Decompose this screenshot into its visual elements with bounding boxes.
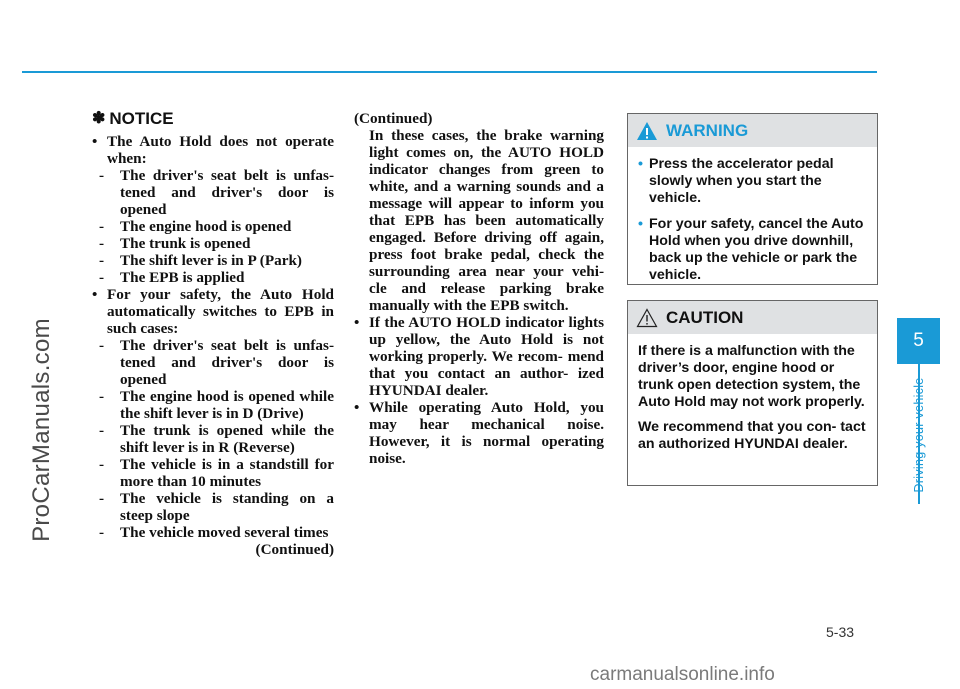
notice-bullet-3-text: If the AUTO HOLD indicator lights up yellow, the Auto Hold is not working properly. We recom- mend that you contact an author- ized HYUNDAI dealer.: [369, 314, 604, 399]
bullet-icon: •: [92, 286, 98, 303]
warning-item: [638, 216, 869, 284]
warning-body: [628, 147, 877, 284]
list2-item: [99, 456, 334, 490]
list2-item-text: The driver's seat belt is unfas- tened and driver's door is opened: [120, 337, 334, 388]
top-rule: [22, 71, 877, 73]
chapter-tab: [897, 318, 940, 364]
dash-marker: -: [99, 167, 105, 184]
notice-column-middle: [354, 110, 604, 467]
list2-item-text: The trunk is opened while the shift lever is in R (Reverse): [120, 422, 334, 456]
dash-marker: -: [99, 388, 105, 405]
dash-marker: -: [99, 235, 105, 252]
chapter-side-label: [906, 365, 932, 505]
list2-item: [99, 388, 334, 422]
list1-item-text: The driver's seat belt is unfas- tened and driver's door is opened: [120, 167, 334, 218]
dash-marker: -: [99, 337, 105, 354]
list2-item-text: The vehicle is standing on a steep slope: [120, 490, 334, 524]
dash-marker: -: [99, 218, 105, 235]
list1-item: [99, 269, 334, 286]
bullet-icon: •: [92, 133, 98, 150]
list1-item-text: The engine hood is opened: [120, 218, 292, 235]
warning-item-text: For your safety, cancel the Auto Hold when you drive downhill, back up the vehicle or park the vehicle.: [649, 216, 864, 283]
notice-bullet-2: [92, 286, 334, 337]
side-watermark: [8, 180, 76, 680]
notice-heading: [92, 110, 334, 127]
continued-label-end: (Continued): [255, 541, 334, 558]
bullet-icon: •: [638, 156, 643, 172]
notice-bullet-2-text: For your safety, the Auto Hold automatically switches to EPB in such cases:: [107, 286, 334, 337]
caution-box: [627, 300, 878, 486]
list1-item: [99, 218, 334, 235]
list1-item: [99, 167, 334, 218]
list1-item-text: The trunk is opened: [120, 235, 251, 252]
notice-bullet-3: [354, 314, 604, 399]
dash-marker: -: [99, 252, 105, 269]
warning-box: [627, 113, 878, 285]
warning-icon: [636, 121, 658, 141]
list1-item-text: The shift lever is in P (Park): [120, 252, 302, 269]
list2-item: [99, 490, 334, 524]
warning-title: WARNING: [666, 120, 749, 140]
footer-watermark: carmanualsonline.info: [590, 664, 775, 685]
dash-marker: -: [99, 269, 105, 286]
notice-bullet-4: [354, 399, 604, 467]
dash-marker: -: [99, 422, 105, 439]
list2-item: [99, 422, 334, 456]
notice-column-left: [92, 110, 334, 558]
chapter-label: Driving your vehicle: [912, 377, 926, 493]
notice-title: NOTICE: [109, 109, 174, 128]
continued-label-start: (Continued): [354, 110, 433, 127]
notice-bullet-1: [92, 133, 334, 167]
notice-bullet-1-text: The Auto Hold does not operate when:: [107, 133, 334, 167]
side-watermark-text: ProCarManuals.com: [28, 318, 55, 542]
list2-item-text: The vehicle is in a standstill for more than 10 minutes: [120, 456, 334, 490]
continued-paragraph: In these cases, the brake warning light comes on, the AUTO HOLD indicator changes from green to white, and a warning sounds and a message will appear to inform you that EPB has been automatically engaged. Before driving off again, press foot brake pedal, check the surrounding area near your vehi- cle and release parking brake manually with the EPB switch.: [369, 127, 604, 314]
list2-item-text: The vehicle moved several times: [120, 524, 329, 541]
caution-body: [628, 334, 877, 453]
caution-paragraph: If there is a malfunction with the driver’s door, engine hood or trunk open detection system, the Auto Hold may not work properly.: [638, 343, 865, 410]
caution-header: [628, 301, 877, 334]
dash-marker: -: [99, 456, 105, 473]
notice-star-icon: ✽: [92, 110, 106, 127]
warning-item-text: Press the accelerator pedal slowly when you start the vehicle.: [649, 156, 834, 206]
bullet-icon: •: [354, 399, 360, 416]
caution-title: CAUTION: [666, 307, 744, 327]
caution-paragraph: We recommend that you con- tact an authorized HYUNDAI dealer.: [638, 419, 866, 452]
page-number: 5-33: [826, 624, 855, 640]
warning-item: [638, 156, 869, 207]
caution-icon: [636, 308, 658, 328]
list2-item: [99, 337, 334, 388]
bullet-icon: •: [354, 314, 360, 331]
list1-item: [99, 235, 334, 252]
list1-item: [99, 252, 334, 269]
notice-bullet-4-text: While operating Auto Hold, you may hear mechanical noise. However, it is normal operating noise.: [369, 399, 604, 467]
list2-item: [99, 524, 334, 541]
list1-item-text: The EPB is applied: [120, 269, 245, 286]
dash-marker: -: [99, 490, 105, 507]
chapter-number: 5: [913, 330, 924, 351]
list2-item-text: The engine hood is opened while the shift lever is in D (Drive): [120, 388, 334, 422]
warning-header: [628, 114, 877, 147]
bullet-icon: •: [638, 216, 643, 232]
dash-marker: -: [99, 524, 105, 541]
